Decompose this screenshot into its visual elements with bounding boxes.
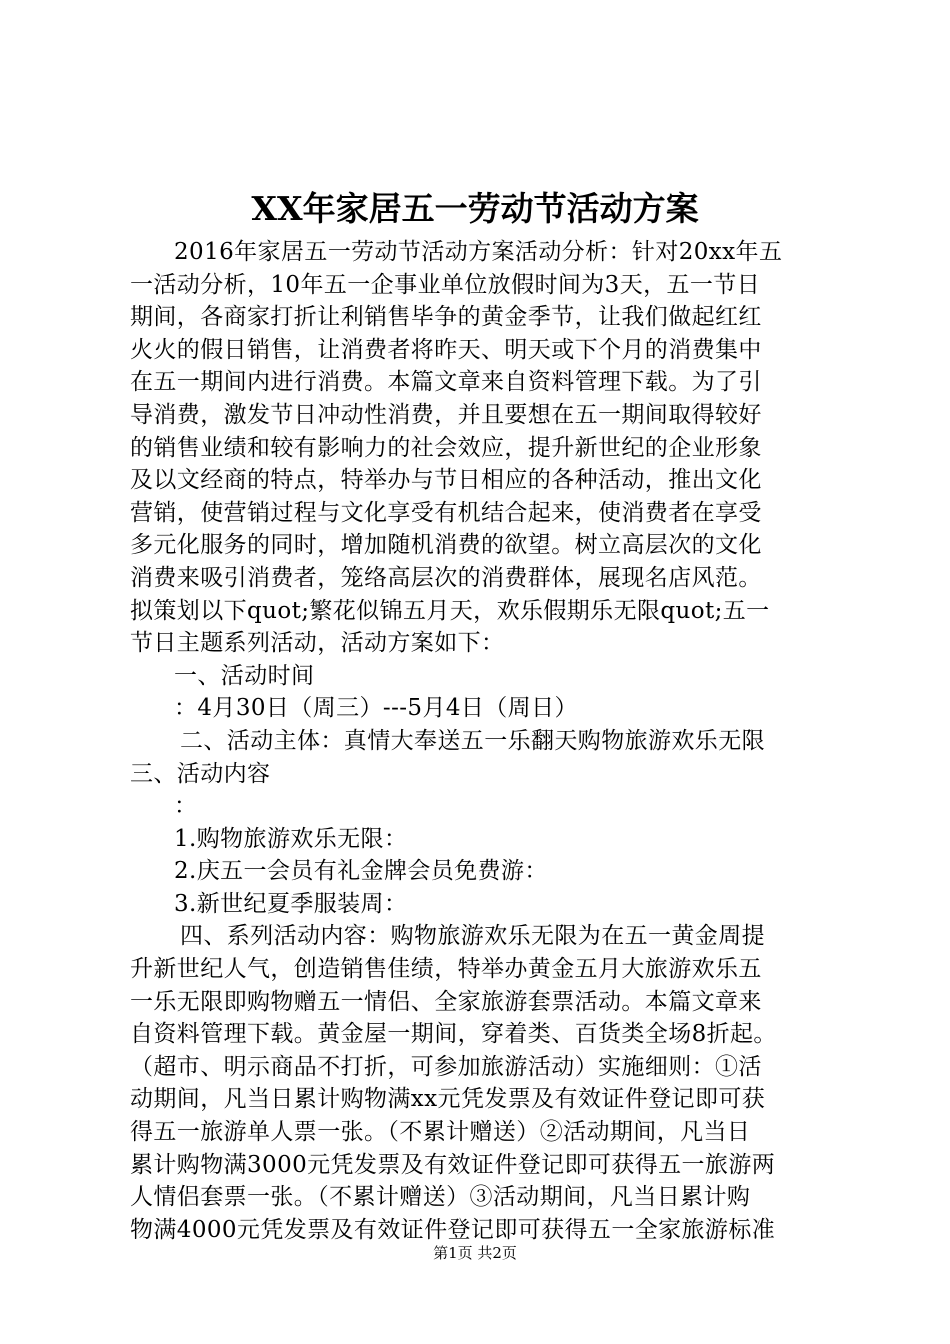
body-line: 的销售业绩和较有影响力的社会效应，提升新世纪的企业形象 xyxy=(130,434,762,461)
body-line: 一活动分析，10年五一企事业单位放假时间为3天，五一节日 xyxy=(130,271,761,298)
page-number: 第1页 xyxy=(433,1244,473,1262)
body-line: 及以文经商的特点，特举办与节日相应的各种活动，推出文化 xyxy=(130,467,762,494)
section-heading: 二、活动主体：真情大奉送五一乐翻天购物旅游欢乐无限 xyxy=(180,727,765,754)
body-line: 节日主题系列活动，活动方案如下： xyxy=(130,630,505,657)
body-line: 消费来吸引消费者，笼络高层次的消费群体，展现名店风范。 xyxy=(130,564,762,591)
page-footer xyxy=(0,1243,950,1263)
body-line: 动期间，凡当日累计购物满xx元凭发票及有效证件登记即可获 xyxy=(130,1086,766,1113)
body-line: 人情侣套票一张。（不累计赠送）③活动期间，凡当日累计购 xyxy=(130,1184,751,1211)
body-line: 得五一旅游单人票一张。（不累计赠送）②活动期间，凡当日 xyxy=(130,1119,751,1146)
body-line: 导消费，激发节日冲动性消费，并且要想在五一期间取得较好 xyxy=(130,401,762,428)
body-line: ：4月30日（周三）---5月4日（周日） xyxy=(174,695,578,722)
section-heading: 三、活动内容 xyxy=(130,760,271,787)
body-line: 火火的假日销售，让消费者将昨天、明天或下个月的消费集中 xyxy=(130,336,762,363)
body-line: ： xyxy=(174,793,198,820)
body-line: 累计购物满3000元凭发票及有效证件登记即可获得五一旅游两 xyxy=(130,1151,776,1178)
body-line: 多元化服务的同时，增加随机消费的欲望。树立高层次的文化 xyxy=(130,532,762,559)
body-line: 2016年家居五一劳动节活动方案活动分析：针对20xx年五 xyxy=(174,239,783,265)
list-item: 3.新世纪夏季服装周： xyxy=(174,890,408,917)
document-body xyxy=(130,236,840,1246)
body-line: 拟策划以下quot;繁花似锦五月天，欢乐假期乐无限quot;五一 xyxy=(130,597,770,624)
body-line: 自资料管理下载。黄金屋一期间，穿着类、百货类全场8折起。 xyxy=(130,1021,777,1048)
section-heading: 四、系列活动内容：购物旅游欢乐无限为在五一黄金周提 xyxy=(180,923,765,950)
body-line: 在五一期间内进行消费。本篇文章来自资料管理下载。为了引 xyxy=(130,369,762,396)
list-item: 2.庆五一会员有礼金牌会员免费游： xyxy=(174,858,548,885)
document-title: XX年家居五一劳动节活动方案 xyxy=(251,189,699,228)
body-line: 一乐无限即购物赠五一情侣、全家旅游套票活动。本篇文章来 xyxy=(130,988,762,1015)
section-heading: 一、活动时间 xyxy=(174,662,315,689)
page-total: 共2页 xyxy=(477,1244,517,1262)
list-item: 1.购物旅游欢乐无限： xyxy=(174,825,408,852)
body-line: （超市、明示商品不打折，可参加旅游活动）实施细则：①活 xyxy=(130,1053,762,1080)
body-line: 营销，使营销过程与文化享受有机结合起来，使消费者在享受 xyxy=(130,499,762,526)
body-line: 期间，各商家打折让利销售毕争的黄金季节，让我们做起红红 xyxy=(130,304,762,331)
body-line: 升新世纪人气，创造销售佳绩，特举办黄金五月大旅游欢乐五 xyxy=(130,956,762,983)
body-line: 物满4000元凭发票及有效证件登记即可获得五一全家旅游标准 xyxy=(130,1216,776,1243)
